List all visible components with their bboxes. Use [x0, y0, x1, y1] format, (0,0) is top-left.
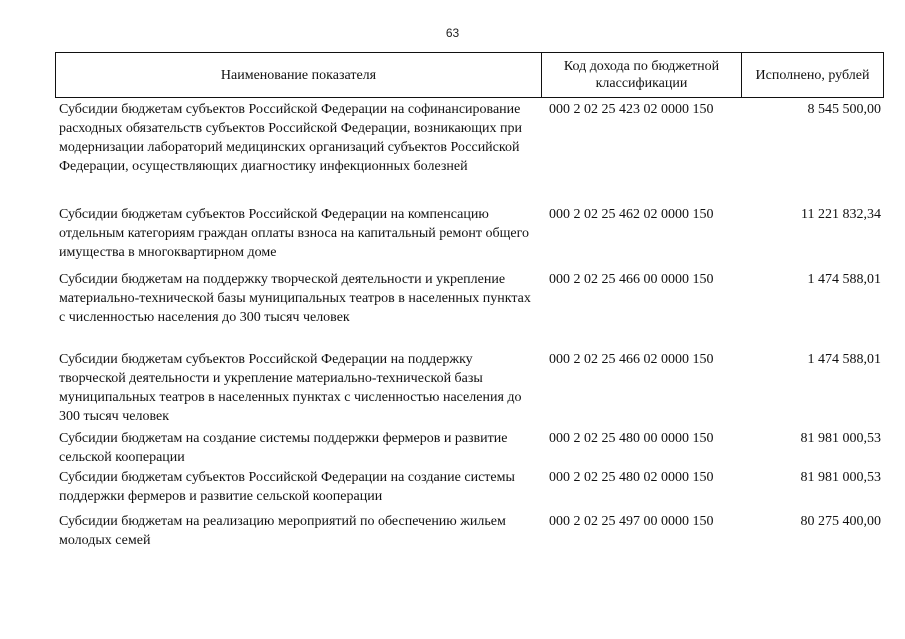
row-code: 000 2 02 25 480 02 0000 150: [549, 470, 714, 485]
row-code: 000 2 02 25 480 00 0000 150: [549, 431, 714, 446]
row-executed: 1 474 588,01: [807, 352, 881, 367]
page-number: 63: [445, 26, 460, 40]
header-executed: Исполнено, рублей: [755, 67, 870, 83]
row-executed: 81 981 000,53: [800, 470, 881, 485]
row-code: 000 2 02 25 466 02 0000 150: [549, 352, 714, 367]
row-name: Субсидии бюджетам на поддержку творческой деятельности и укрепление материально-технической базы муниципальных театров в населенных пунктах с численностью населения до 300 тысяч человек: [59, 272, 531, 325]
header-name: Наименование показателя: [56, 53, 542, 97]
row-name: Субсидии бюджетам субъектов Российской Федерации на компенсацию отдельным категориям граждан оплаты взноса на капитальный ремонт общего имущества в многоквартирном доме: [59, 207, 529, 260]
row-name: Субсидии бюджетам на реализацию мероприятий по обеспечению жильем молодых семей: [59, 514, 506, 548]
table-header: [55, 52, 884, 98]
header-code: Код дохода по бюджетной классификации: [542, 53, 742, 97]
row-executed: 81 981 000,53: [800, 431, 881, 446]
row-executed: 8 545 500,00: [807, 102, 881, 117]
row-executed: 11 221 832,34: [801, 207, 881, 222]
row-executed: 1 474 588,01: [807, 272, 881, 287]
row-name: Субсидии бюджетам субъектов Российской Федерации на софинансирование расходных обязательств субъектов Российской Федерации, возникающих при модернизации лабораторий медицинских организаций субъектов Российской Федерации, осуществляющих диагностику инфекционных болезней: [59, 102, 522, 174]
row-name: Субсидии бюджетам субъектов Российской Федерации на создание системы поддержки фермеров и развитие сельской кооперации: [59, 470, 515, 504]
row-name: Субсидии бюджетам на создание системы поддержки фермеров и развитие сельской кооперации: [59, 431, 508, 465]
row-code: 000 2 02 25 497 00 0000 150: [549, 514, 714, 529]
row-executed: 80 275 400,00: [800, 514, 881, 529]
row-code: 000 2 02 25 466 00 0000 150: [549, 272, 714, 287]
row-code: 000 2 02 25 462 02 0000 150: [549, 207, 714, 222]
row-name: Субсидии бюджетам субъектов Российской Федерации на поддержку творческой деятельности и укрепление материально-технической базы муниципальных театров в населенных пунктах с численностью населения до 300 тысяч человек: [59, 352, 522, 424]
row-code: 000 2 02 25 423 02 0000 150: [549, 102, 714, 117]
